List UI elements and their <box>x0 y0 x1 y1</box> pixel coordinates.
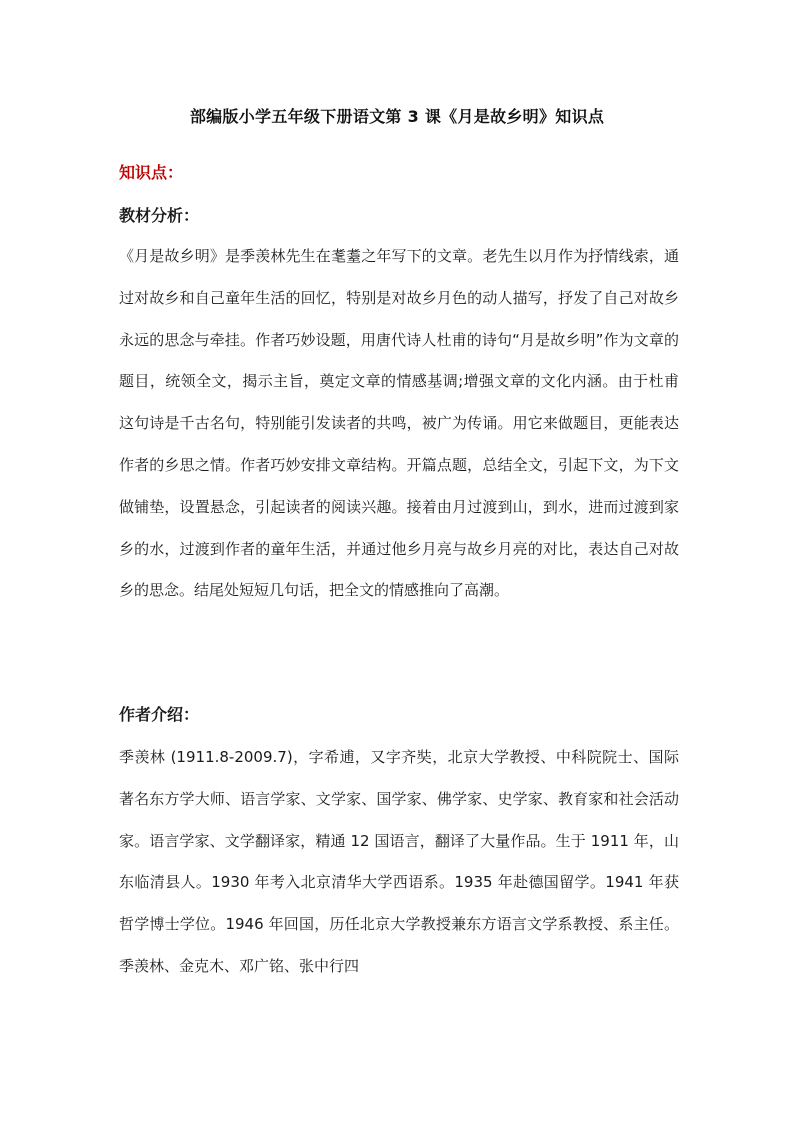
document-title: 部编版小学五年级下册语文第 3 课《月是故乡明》知识点 <box>189 107 605 126</box>
analysis-paragraph: 《月是故乡明》是季羡林先生在耄耋之年写下的文章。老先生以月作为抒情线索，通过对故乡和自己童年生活的回忆，特别是对故乡月色的动人描写，抒发了自己对故乡永远的思念与牵挂。作者巧妙设题，用唐代诗人杜甫的诗句“月是故乡明”作为文章的题目，统领全文，揭示主旨，奠定文章的情感基调;增强文章的文化内涵。由于杜甫这句诗是千古名句，特别能引发读者的共鸣，被广为传诵。用它来做题目，更能表达作者的乡思之情。作者巧妙安排文章结构。开篇点题，总结全文，引起下文，为下文做铺垫，设置悬念，引起读者的阅读兴趣。接着由月过渡到山，到水，进而过渡到家乡的水，过渡到作者的童年生活，并通过他乡月亮与故乡月亮的对比，表达自己对故乡的思念。结尾处短短几句话，把全文的情感推向了高潮。 <box>119 247 679 600</box>
author-paragraph: 季羡林 (1911.8-2009.7)，字希逋，又字齐奘，北京大学教授、中科院院士、国际著名东方学大师、语言学家、文学家、国学家、佛学家、史学家、教育家和社会活动家。语言学家、文学翻译家，精通 12 国语言，翻译了大量作品。生于 1911 年，山东临清县人。1930 年考入北京清华大学西语系。1935 年赴德国留学。1941 年获哲学博士学位。1946 年回国，历任北京大学教授兼东方语言文学系教授、系主任。季羡林、金克木、邓广铭、张中行四 <box>119 748 679 975</box>
analysis-heading: 教材分析： <box>119 206 200 225</box>
knowledge-heading: 知识点： <box>119 163 184 182</box>
author-heading: 作者介绍： <box>119 705 200 724</box>
